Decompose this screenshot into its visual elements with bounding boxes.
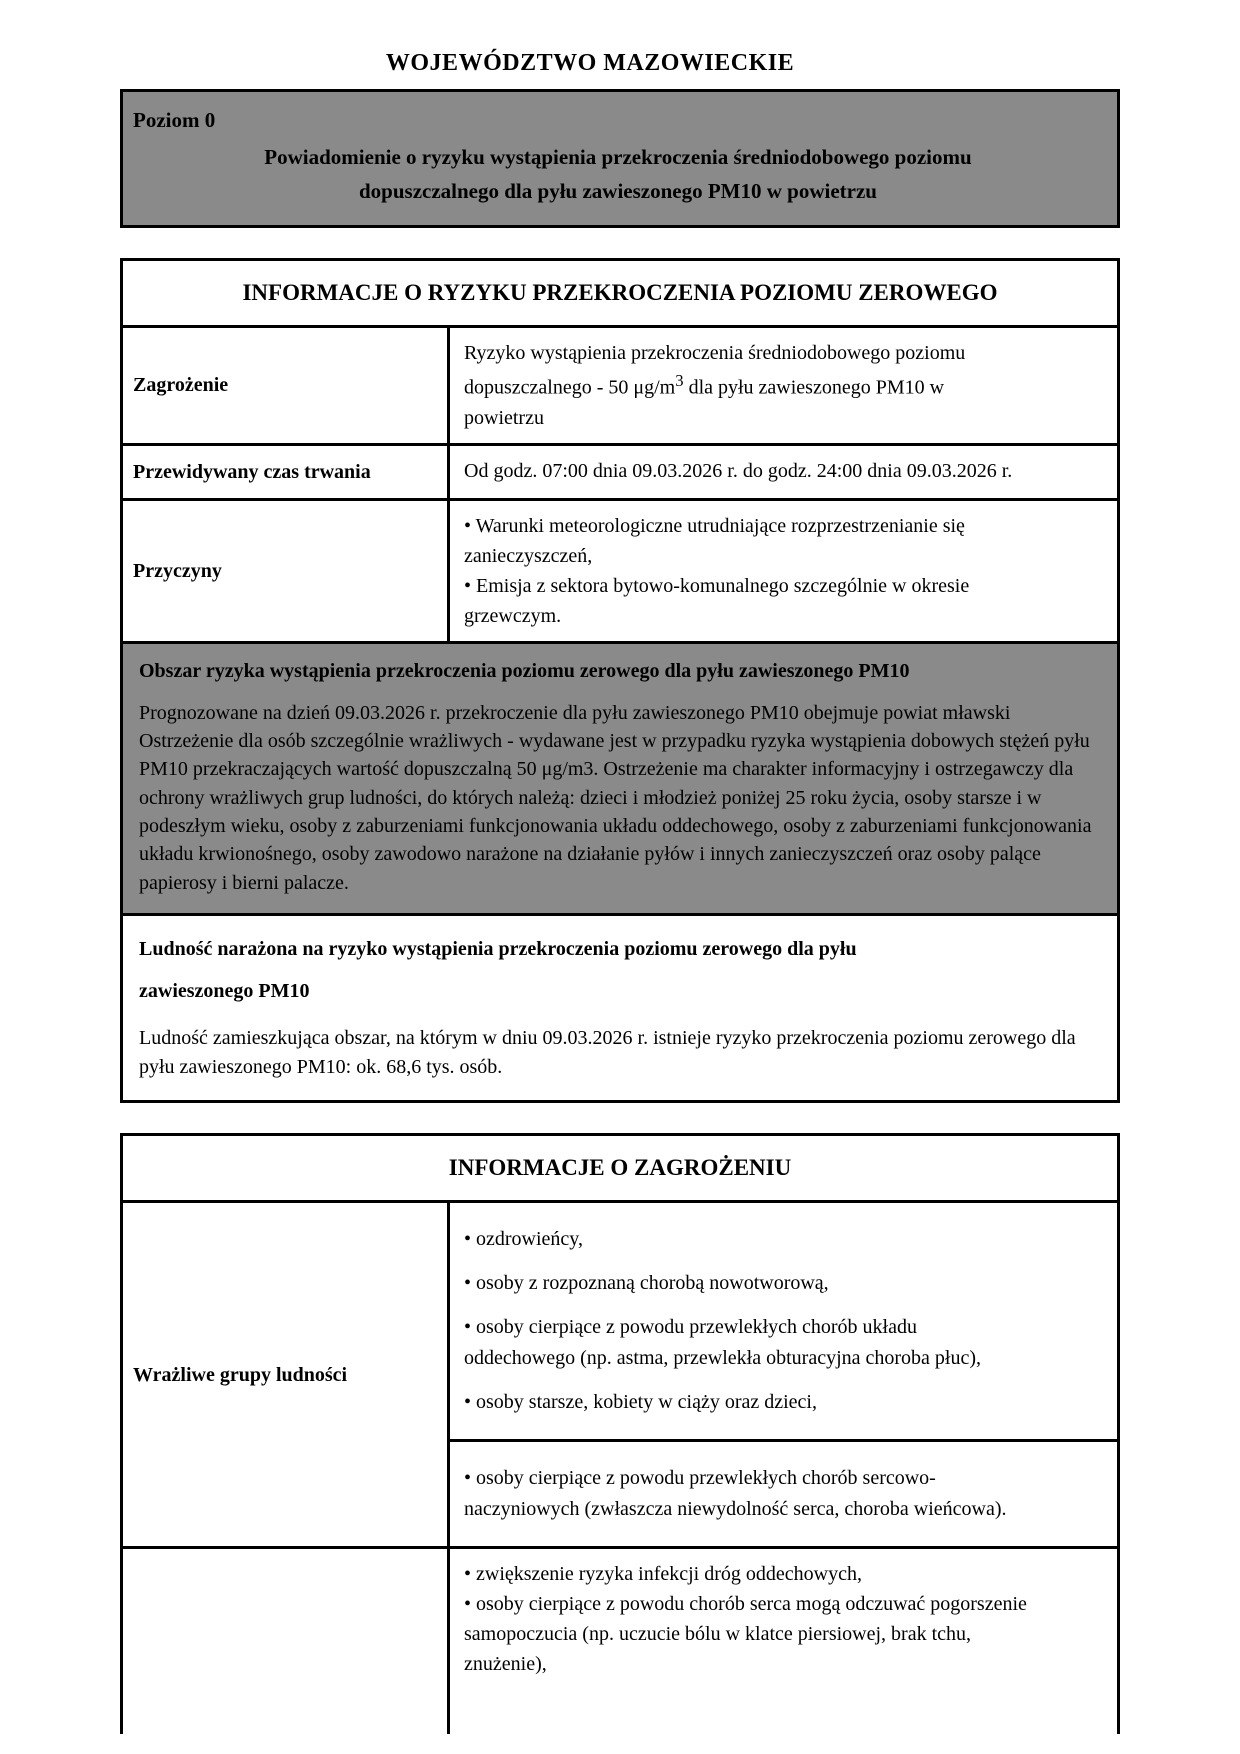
population-section: [123, 916, 1117, 1100]
population-heading: Ludność narażona na ryzyko wystąpienia przekroczenia poziomu zerowego dla pyłu zawieszonego PM10: [139, 938, 857, 1003]
health-effects-list: [450, 1549, 1117, 1734]
sensitive-group-bullet-item: • osoby cierpiące z powodu przewlekłych chorób sercowo-naczyniowych (zwłaszcza niewydolność serca, choroba wieńcowa).: [464, 1463, 1029, 1525]
risk-area-section: [123, 644, 1117, 917]
table-row-threat: [123, 328, 1117, 446]
sensitive-group-bullet-item: • ozdrowieńcy,: [464, 1224, 1029, 1255]
table-row-sensitive-groups: [123, 1203, 1117, 1549]
causes-row-label: Przyczyny: [123, 501, 450, 641]
health-effects-empty-label: [123, 1549, 450, 1734]
threat-value-suffix: dla pyłu zawieszonego PM10 w powietrzu: [464, 376, 945, 429]
health-effect-bullet-item: • osoby cierpiące z powodu chorób serca mogą odczuwać pogorszenie samopoczucia (np. uczucie bólu w klatce piersiowej, brak tchu, znużenie),: [464, 1589, 1029, 1679]
duration-value-text: Od godz. 07:00 dnia 09.03.2026 r. do godz. 24:00 dnia 09.03.2026 r.: [464, 459, 1013, 482]
threat-value-prefix: Ryzyko wystąpienia przekroczenia średniodobowego poziomu dopuszczalnego - 50 μg/m: [464, 341, 966, 399]
risk-table-title: INFORMACJE O RYZYKU PRZEKROCZENIA POZIOMU ZEROWEGO: [123, 261, 1117, 328]
sensitive-group-bullet-item: • osoby starsze, kobiety w ciąży oraz dzieci,: [464, 1387, 1029, 1418]
alert-banner-title: Powiadomienie o ryzyku wystąpienia przekroczenia średniodobowego poziomu dopuszczalnego dla pyłu zawieszonego PM10 w powietrzu: [264, 144, 972, 204]
sensitive-group-bullet-item: • osoby cierpiące z powodu przewlekłych chorób układu oddechowego (np. astma, przewlekła obturacyjna choroba płuc),: [464, 1312, 1029, 1374]
hazard-info-table: [120, 1133, 1120, 1734]
cause-bullet-item: • Emisja z sektora bytowo-komunalnego szczególnie w okresie grzewczym.: [464, 571, 1029, 631]
table-row-health-effects: [123, 1549, 1117, 1734]
sensitive-groups-values: [450, 1203, 1117, 1546]
hazard-table-title: INFORMACJE O ZAGROŻENIU: [123, 1136, 1117, 1203]
threat-value-superscript: 3: [675, 370, 684, 390]
sensitive-groups-primary-list: [450, 1203, 1117, 1442]
alert-level-label: Poziom 0: [133, 108, 216, 132]
causes-row-value: [450, 501, 1117, 641]
table-row-duration: [123, 446, 1117, 501]
threat-row-value: [450, 328, 1117, 443]
table-row-causes: [123, 501, 1117, 644]
risk-area-heading: Obszar ryzyka wystąpienia przekroczenia poziomu zerowego dla pyłu zawieszonego PM10: [139, 659, 910, 682]
health-effect-bullet-item: • zwiększenie ryzyka infekcji dróg oddechowych,: [464, 1559, 1029, 1589]
sensitive-groups-label: Wrażliwe grupy ludności: [123, 1203, 450, 1546]
cause-bullet-item: • Warunki meteorologiczne utrudniające rozprzestrzenianie się zanieczyszczeń,: [464, 511, 1029, 571]
duration-row-label: Przewidywany czas trwania: [123, 446, 450, 498]
document-page: [120, 0, 1120, 1734]
sensitive-groups-secondary-list: [450, 1442, 1117, 1546]
page-title: WOJEWÓDZTWO MAZOWIECKIE: [385, 50, 795, 76]
threat-row-label: Zagrożenie: [123, 328, 450, 443]
risk-info-table: [120, 258, 1120, 1103]
alert-banner: [120, 89, 1120, 228]
risk-area-body: Prognozowane na dzień 09.03.2026 r. przekroczenie dla pyłu zawieszonego PM10 obejmuje powiat mławski Ostrzeżenie dla osób szczególnie wrażliwych - wydawane jest w przypadku ryzyka wystąpienia dobowych stężeń pyłu PM10 przekraczających wartość dopuszczalną 50 μg/m3. Ostrzeżenie ma charakter informacyjny i ostrzegawczy dla ochrony wrażliwych grup ludności, do których należą: dzieci i młodzież poniżej 25 roku życia, osoby starsze i w podeszłym wieku, osoby z zaburzeniami funkcjonowania układu oddechowego, osoby z zaburzeniami funkcjonowania układu krwionośnego, osoby zawodowo narażone na działanie pyłów i innych zanieczyszczeń oraz osoby palące papierosy i bierni palacze.: [139, 701, 1092, 894]
duration-row-value: [450, 446, 1117, 498]
population-body: Ludność zamieszkująca obszar, na którym w dniu 09.03.2026 r. istnieje ryzyko przekroczenia poziomu zerowego dla pyłu zawieszonego PM10: ok. 68,6 tys. osób.: [139, 1027, 1076, 1079]
sensitive-group-bullet-item: • osoby z rozpoznaną chorobą nowotworową,: [464, 1268, 1029, 1299]
threat-value-text: [464, 338, 1029, 433]
